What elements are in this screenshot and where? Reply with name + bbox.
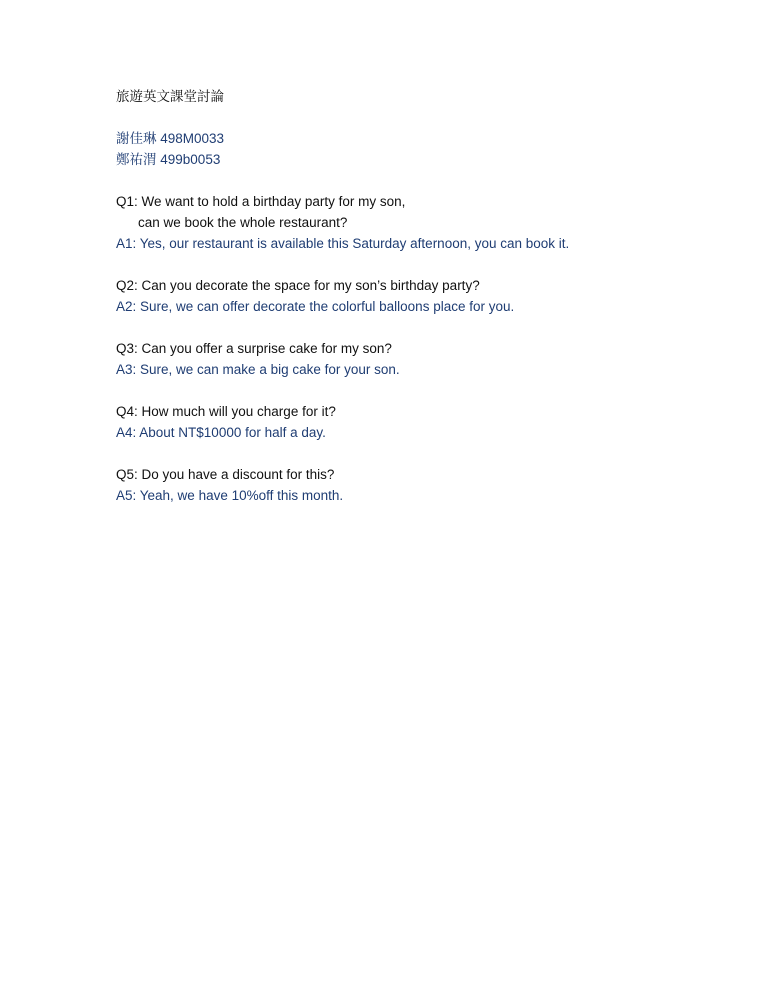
author-list [116,128,736,170]
author-line [116,149,736,170]
question-text: Q1: We want to hold a birthday party for my son, [116,194,406,209]
document-title: 旅遊英文課堂討論 [116,89,224,104]
qa-block-3 [116,338,736,380]
author-line [116,128,736,149]
answer-text: A1: Yes, our restaurant is available this Saturday afternoon, you can book it. [116,236,570,251]
qa-block-4 [116,401,736,443]
question-continuation: can we book the whole restaurant? [138,215,348,230]
author-name: 謝佳琳 [116,131,157,146]
author-id: 499b0053 [160,152,221,167]
author-name: 鄭祐渭 [116,152,157,167]
question-text: Q3: Can you offer a surprise cake for my son? [116,341,392,356]
answer-text: A3: Sure, we can make a big cake for your son. [116,362,400,377]
qa-block-1 [116,191,736,254]
author-id: 498M0033 [160,131,225,146]
answer-text: A4: About NT$10000 for half a day. [116,425,326,440]
qa-block-2 [116,275,736,317]
answer-text: A5: Yeah, we have 10%off this month. [116,488,344,503]
answer-text: A2: Sure, we can offer decorate the colorful balloons place for you. [116,299,515,314]
qa-block-5 [116,464,736,506]
question-text: Q2: Can you decorate the space for my son’s birthday party? [116,278,480,293]
question-text: Q4: How much will you charge for it? [116,404,336,419]
document-page [116,86,736,527]
question-text: Q5: Do you have a discount for this? [116,467,335,482]
